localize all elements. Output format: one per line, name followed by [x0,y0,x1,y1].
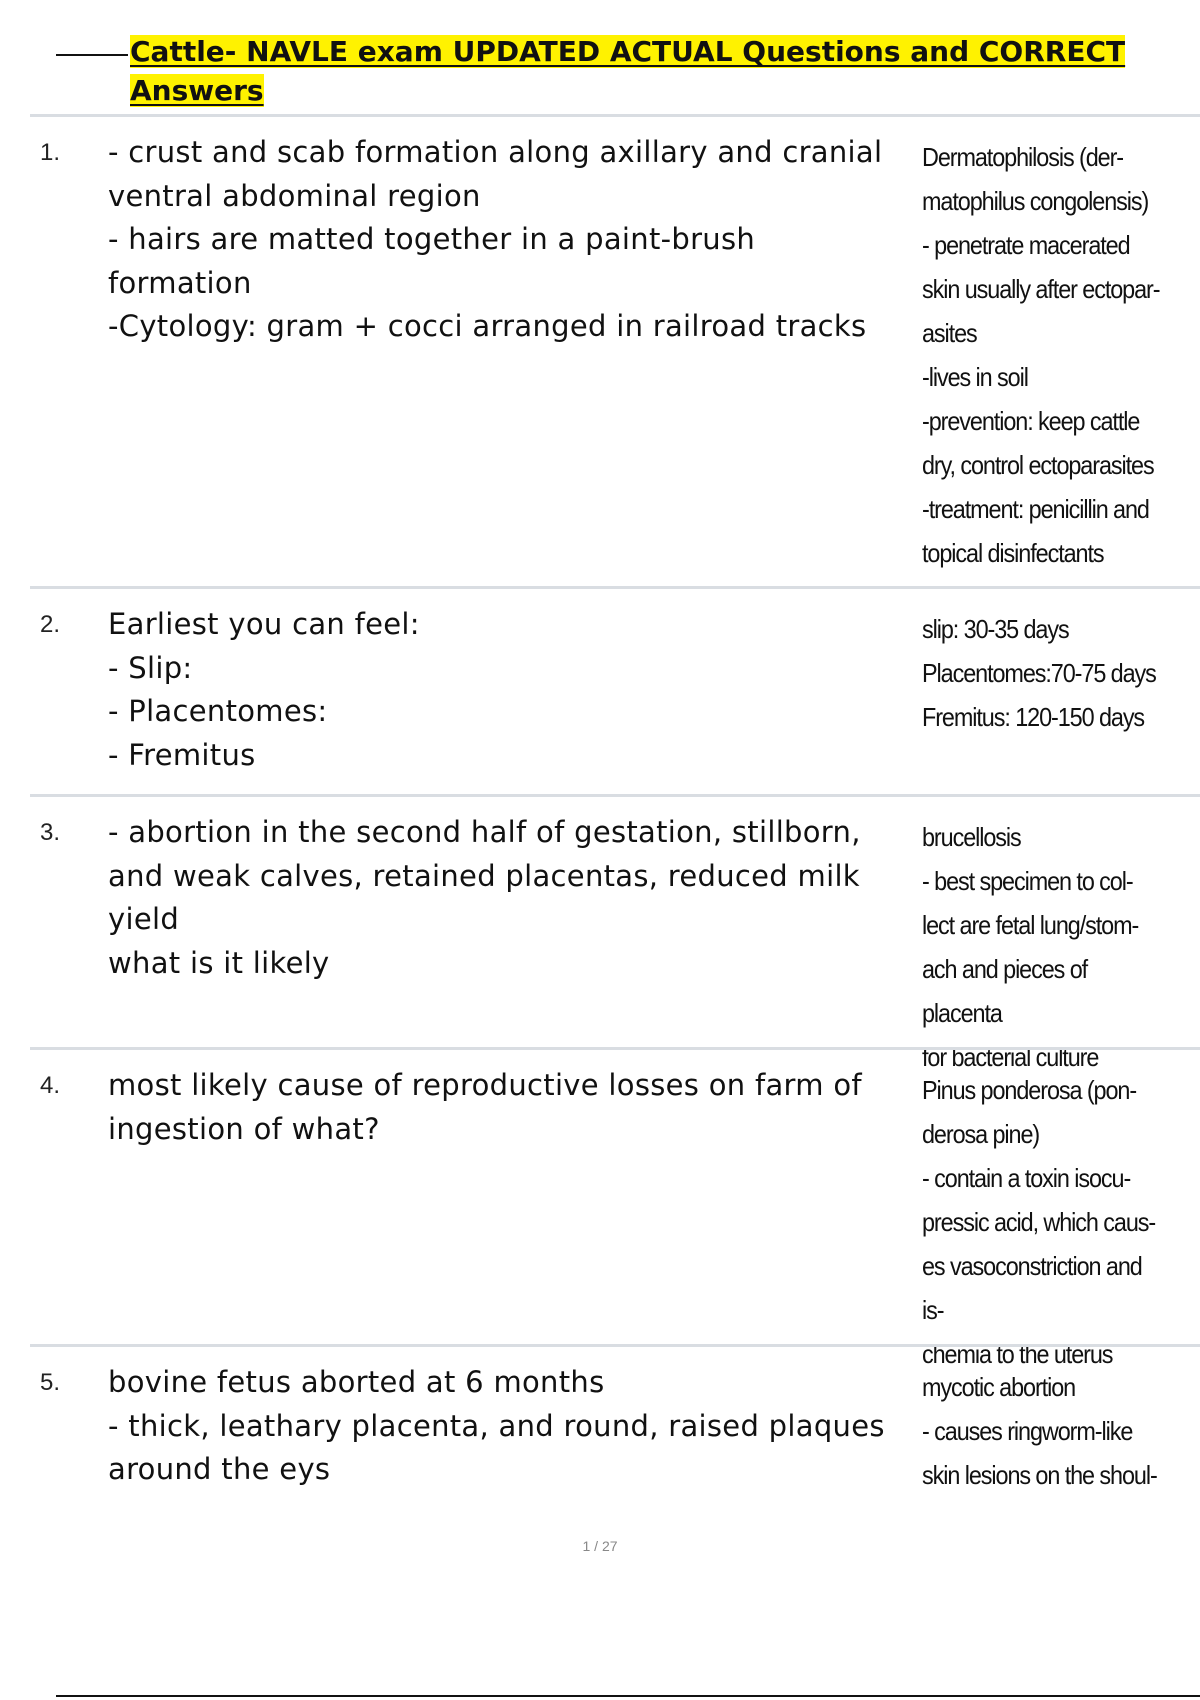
question-text: - crust and scab formation along axillary and cranial ventral abdominal region - hairs are matted together in a paint-brush formation -Cytology: gram + cocci arranged in railroad tracks [108,135,883,343]
question-text: most likely cause of reproductive losses on farm of ingestion of what? [108,1068,862,1146]
question-number: 2. [40,611,61,638]
question-number: 4. [40,1072,61,1099]
footer-rule [56,1695,1200,1697]
document-title [130,32,1160,110]
question-number: 3. [40,819,61,846]
answer-text: brucellosis - best specimen to col- lect are fetal lung/stom- ach and pieces of placenta for bacterial culture [922,822,1139,1072]
answer-text: slip: 30-35 days Placentomes:70-75 days Fremitus: 120-150 days [922,614,1156,732]
qa-row-3 [30,794,1200,1072]
answer-text: Pinus ponderosa (pon- derosa pine) - contain a toxin isocu- pressic acid, which caus- es vasoconstriction and is- chemia to the uterus [922,1075,1156,1369]
page-number: 1 / 27 [582,1538,618,1554]
question-number: 5. [40,1369,61,1396]
question-number: 1. [40,139,61,166]
document-title-text: Cattle- NAVLE exam UPDATED ACTUAL Questions and CORRECT Answers [130,35,1126,107]
title-leading-rule [56,54,128,56]
question-text: - abortion in the second half of gestation, stillborn, and weak calves, retained placentas, reduced milk yield what is it likely [108,815,861,980]
answer-text: Dermatophilosis (der- matophilus congolensis) - penetrate macerated skin usually after ectopar- asites -lives in soil -prevention: keep cattle dry, control ectoparasites -treatment: penicillin and topical disinfectants [922,142,1160,568]
qa-list [30,114,1200,1504]
question-text: Earliest you can feel: - Slip: - Placentomes: - Fremitus [108,607,420,772]
answer-text: mycotic abortion - causes ringworm-like skin lesions on the shoul- [922,1372,1157,1490]
qa-row-1 [30,114,1200,586]
question-text: bovine fetus aborted at 6 months - thick, leathary placenta, and round, raised plaques around the eys [108,1365,885,1486]
qa-row-5 [30,1344,1200,1504]
qa-row-4 [30,1047,1200,1369]
qa-row-2 [30,586,1200,794]
